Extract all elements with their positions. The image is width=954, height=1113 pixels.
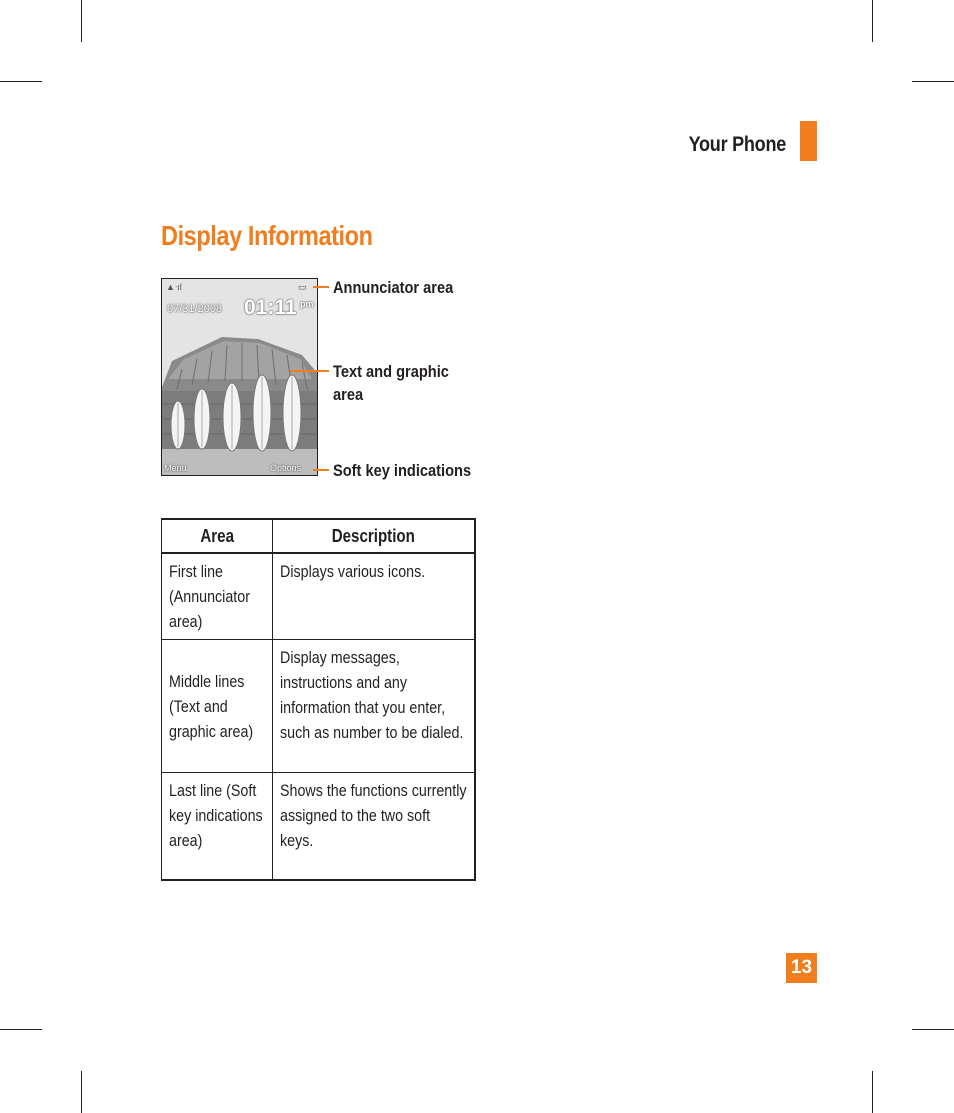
crop-mark	[0, 81, 42, 82]
phone-screen-illustration	[161, 278, 318, 476]
table-row	[162, 773, 476, 880]
callout-text-graphic-area: Text and graphic area	[333, 362, 449, 404]
crop-mark	[872, 1071, 873, 1113]
table-cell-text: Last line (Soft key indications area)	[169, 781, 263, 850]
callout-line-annunciator	[313, 286, 329, 288]
crop-mark	[912, 1029, 954, 1030]
table-cell-area	[162, 773, 273, 880]
table-cell-text: Middle lines (Text and graphic area)	[169, 671, 254, 741]
crop-mark	[81, 0, 82, 42]
table-cell-description	[273, 773, 475, 880]
callout-annunciator-area: Annunciator area	[333, 278, 454, 297]
page-number: 13	[786, 953, 817, 983]
battery-icon: ▭	[298, 282, 307, 292]
table-header-label: Area	[200, 525, 235, 546]
page-title: Display Information	[161, 220, 373, 251]
table-row	[162, 553, 476, 640]
table-cell-area	[162, 640, 273, 773]
callout-line-text-graphic	[290, 370, 329, 372]
crop-mark	[0, 1029, 42, 1030]
crop-mark	[872, 0, 873, 42]
screen-ampm: pm	[300, 299, 314, 309]
table-cell-text: Display messages, instructions and any information that you enter, such as number to be dialed.	[280, 648, 464, 742]
screen-right-softkey: Options	[270, 463, 302, 473]
display-info-table	[161, 518, 476, 881]
table-cell-text: First line (Annunciator area)	[169, 562, 250, 631]
table-cell-text: Displays various icons.	[280, 562, 426, 581]
screen-time: 01:11	[244, 296, 297, 319]
signal-strength-icon: ▲ᐧıl	[166, 282, 182, 292]
crop-mark	[912, 81, 954, 82]
callout-soft-key-indications: Soft key indications	[333, 461, 472, 480]
screen-date: 07/31/2008	[167, 303, 223, 315]
table-cell-description	[273, 553, 475, 640]
table-cell-area	[162, 553, 273, 640]
table-row	[162, 640, 476, 773]
table-cell-text: Shows the functions currently assigned to the two soft keys.	[280, 781, 467, 850]
screen-left-softkey: Menu	[164, 463, 187, 473]
crop-mark	[81, 1071, 82, 1113]
callout-line-soft-key	[313, 469, 329, 471]
table-header-description	[273, 519, 475, 553]
table-header-label: Description	[332, 525, 416, 546]
table-header-row	[162, 519, 476, 553]
section-tab-marker	[800, 121, 817, 161]
section-header: Your Phone	[688, 133, 786, 156]
table-cell-description	[273, 640, 475, 773]
table-header-area	[162, 519, 273, 553]
